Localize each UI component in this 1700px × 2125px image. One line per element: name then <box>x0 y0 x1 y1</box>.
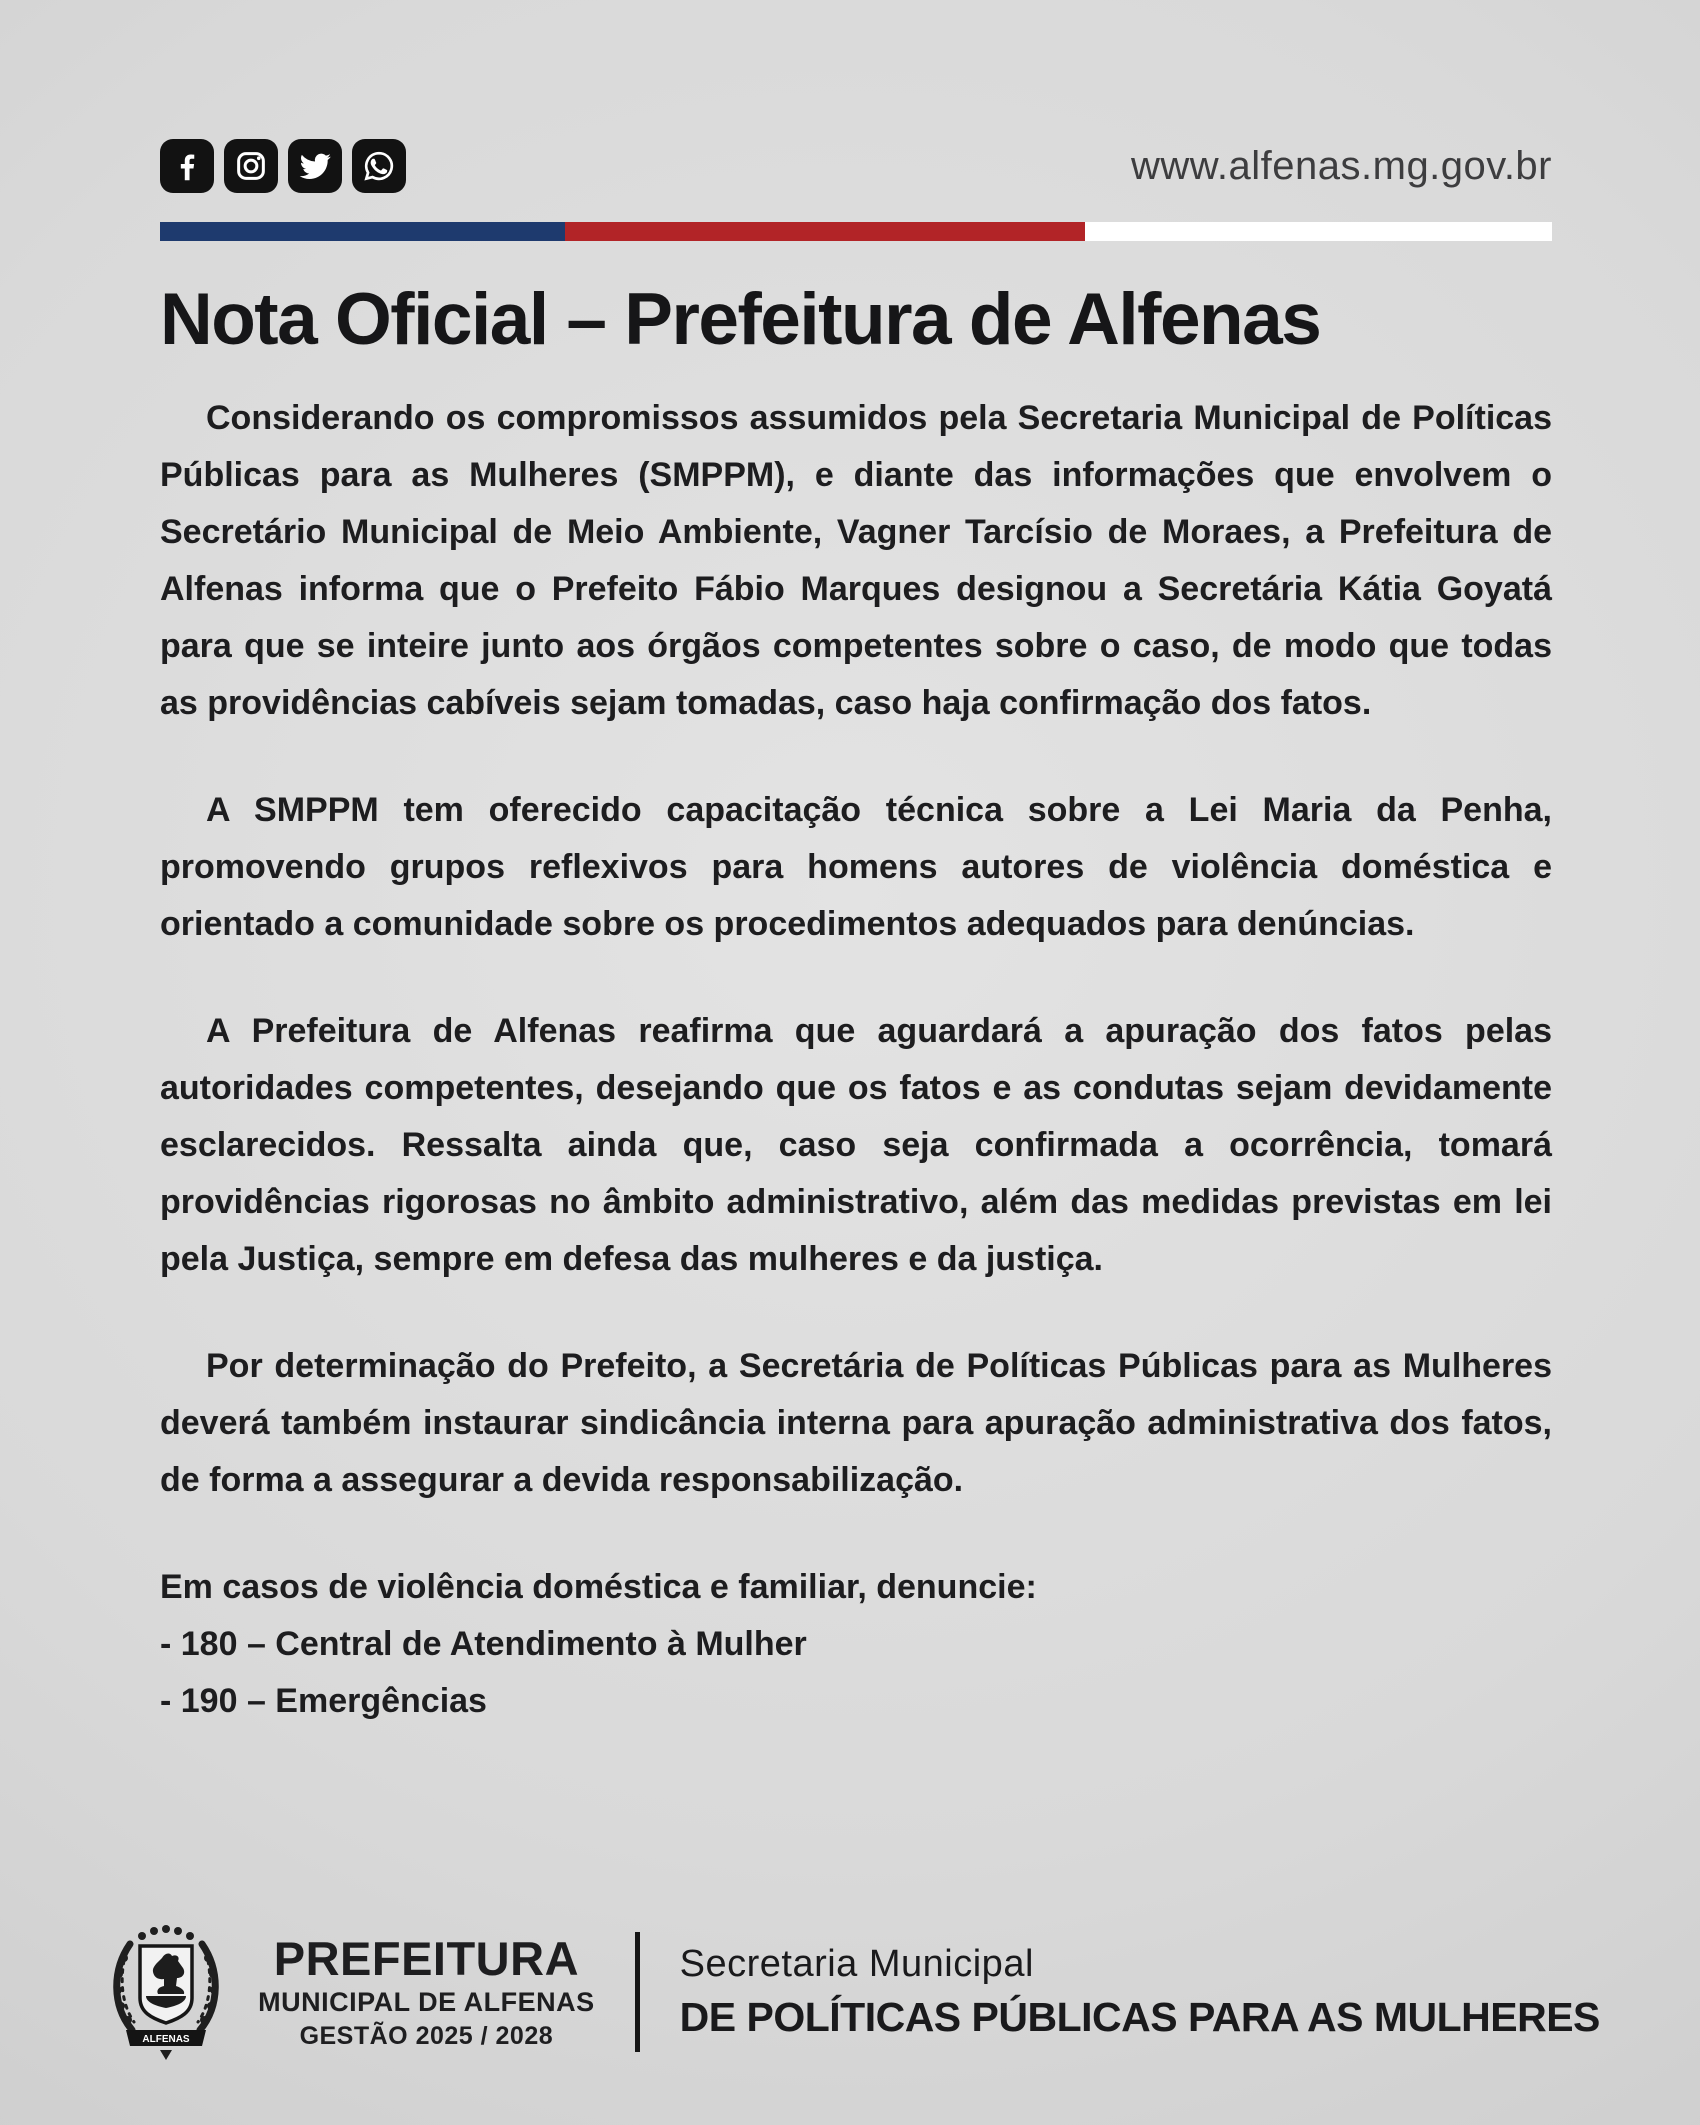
whatsapp-link[interactable] <box>352 139 406 193</box>
footer <box>0 1918 1700 2066</box>
bar-blue-segment <box>160 222 565 241</box>
note-paragraph: A SMPPM tem oferecido capacitação técnica sobre a Lei Maria da Penha, promovendo grupos reflexivos para homens autores de violência doméstica e orientado a comunidade sobre os procedimentos adequados para denúncias. <box>160 791 1552 943</box>
top-bar <box>160 138 1552 194</box>
instagram-icon <box>232 147 270 185</box>
org-subtitle: MUNICIPAL DE ALFENAS <box>258 1986 595 2017</box>
department-line1: Secretaria Municipal <box>679 1943 1034 1985</box>
org-term: GESTÃO 2025 / 2028 <box>299 2021 554 2050</box>
org-name: PREFEITURA <box>273 1931 580 1985</box>
note-paragraph: Por determinação do Prefeito, a Secretária de Políticas Públicas para as Mulheres deverá também instaurar sindicância interna para apuração administrativa dos fatos, de forma a assegurar a devida responsabilização. <box>160 1347 1552 1499</box>
denounce-intro: Em casos de violência doméstica e familiar, denuncie: <box>160 1568 1037 1606</box>
twitter-link[interactable] <box>288 139 342 193</box>
whatsapp-icon <box>360 147 398 185</box>
prefeitura-wordmark-block <box>258 1931 595 2051</box>
bar-white-segment <box>1085 222 1552 241</box>
footer-divider <box>635 1932 640 2052</box>
department-line2: DE POLÍTICAS PÚBLICAS PARA AS MULHERES <box>679 1994 1600 2040</box>
crest-banner-text: ALFENAS <box>142 2034 190 2045</box>
denounce-block <box>160 1559 1552 1730</box>
instagram-link[interactable] <box>224 139 278 193</box>
facebook-link[interactable] <box>160 139 214 193</box>
bar-red-segment <box>565 222 1085 241</box>
denounce-item-180: - 180 – Central de Atendimento à Mulher <box>160 1625 807 1663</box>
facebook-icon <box>168 147 206 185</box>
denounce-item-190: - 190 – Emergências <box>160 1682 487 1720</box>
page-title: Nota Oficial – Prefeitura de Alfenas <box>160 279 1321 360</box>
coat-of-arms-icon <box>100 1918 232 2066</box>
social-links <box>160 139 406 193</box>
tricolor-bar <box>160 222 1552 241</box>
website-url[interactable]: www.alfenas.mg.gov.br <box>1130 143 1552 188</box>
note-body <box>160 390 1552 1730</box>
department-block <box>680 1943 1600 2041</box>
note-paragraph: Considerando os compromissos assumidos pela Secretaria Municipal de Políticas Públicas para as Mulheres (SMPPM), e diante das informações que envolvem o Secretário Municipal de Meio Ambiente, Vagner Tarcísio de Moraes, a Prefeitura de Alfenas informa que o Prefeito Fábio Marques designou a Secretária Kátia Goyatá para que se inteire junto aos órgãos competentes sobre o caso, de modo que todas as providências cabíveis sejam tomadas, caso haja confirmação dos fatos. <box>160 399 1552 722</box>
note-paragraph: A Prefeitura de Alfenas reafirma que aguardará a apuração dos fatos pelas autoridades competentes, desejando que os fatos e as condutas sejam devidamente esclarecidos. Ressalta ainda que, caso seja confirmada a ocorrência, tomará providências rigorosas no âmbito administrativo, além das medidas previstas em lei pela Justiça, sempre em defesa das mulheres e da justiça. <box>160 1012 1552 1278</box>
twitter-icon <box>296 147 334 185</box>
